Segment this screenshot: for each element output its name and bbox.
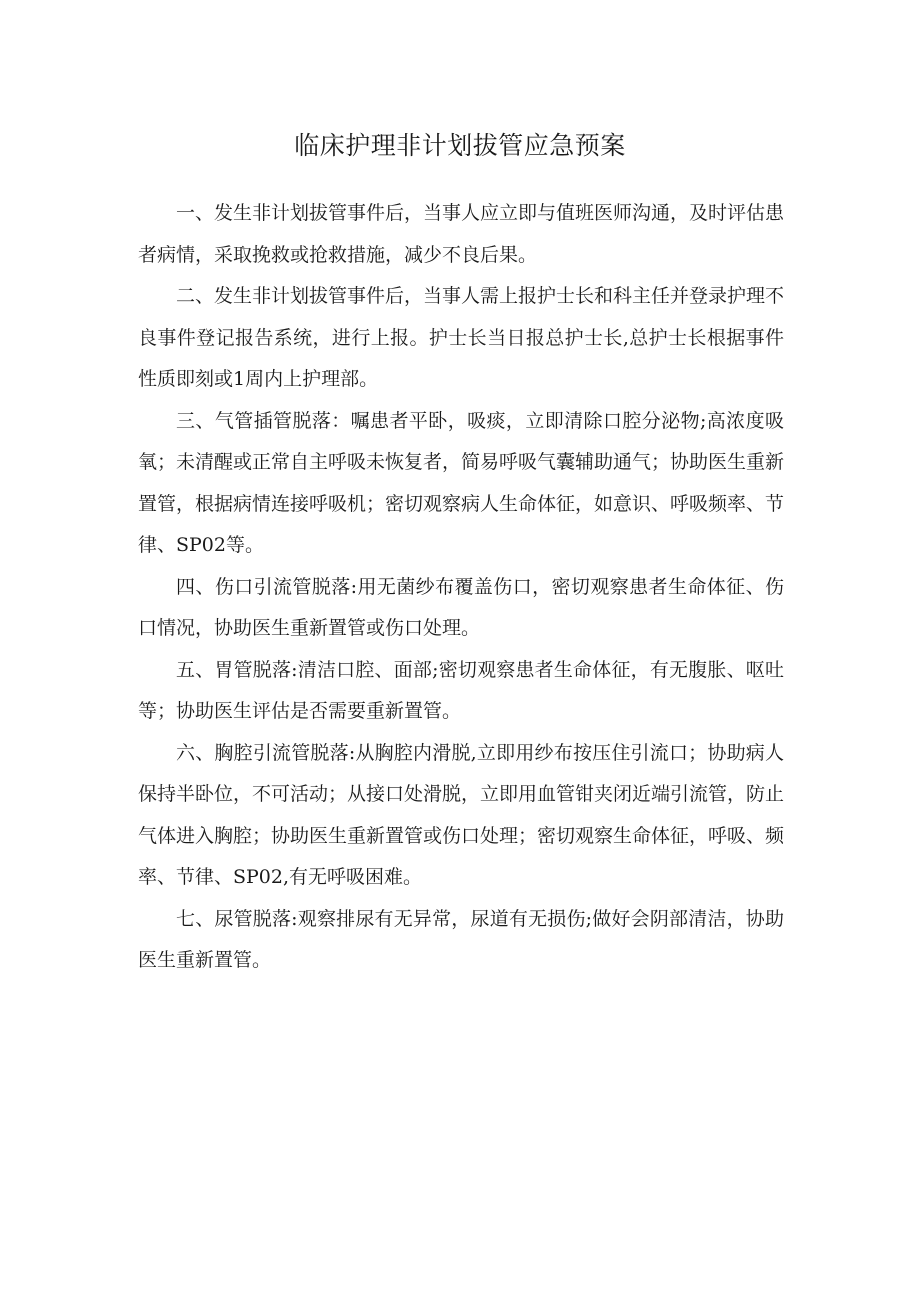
paragraph-5: 五、胃管脱落:清洁口腔、面部;密切观察患者生命体征，有无腹胀、呕吐等；协助医生评估是否需要重新置管。 [138,658,784,722]
paragraph-7: 七、尿管脱落:观察排尿有无异常，尿道有无损伤;做好会阴部清洁，协助医生重新置管。 [138,907,784,971]
paragraph-2: 二、发生非计划拔管事件后，当事人需上报护士长和科主任并登录护理不良事件登记报告系统，进行上报。护士长当日报总护士长,总护士长根据事件性质即刻或1周内上护理部。 [138,285,785,390]
document-body [138,193,784,982]
paragraph-4: 四、伤口引流管脱落:用无菌纱布覆盖伤口，密切观察患者生命体征、伤口情况，协助医生重新置管或伤口处理。 [138,575,784,639]
page-title: 临床护理非计划拔管应急预案 [294,131,626,160]
paragraph-6: 六、胸腔引流管脱落:从胸腔内滑脱,立即用纱布按压住引流口；协助病人保持半卧位，不可活动；从接口处滑脱，立即用血管钳夹闭近端引流管，防止气体进入胸腔；协助医生重新置管或伤口处理；密切观察生命体征，呼吸、频率、节律、SP02,有无呼吸困难。 [138,741,785,888]
paragraph-1: 一、发生非计划拔管事件后，当事人应立即与值班医师沟通，及时评估患者病情，采取挽救或抢救措施，减少不良后果。 [138,202,785,266]
paragraph-3: 三、气管插管脱落：嘱患者平卧，吸痰，立即清除口腔分泌物;高浓度吸氧；未清醒或正常自主呼吸未恢复者，简易呼吸气囊辅助通气；协助医生重新置管，根据病情连接呼吸机；密切观察病人生命体征，如意识、呼吸频率、节律、SP02等。 [138,409,785,556]
